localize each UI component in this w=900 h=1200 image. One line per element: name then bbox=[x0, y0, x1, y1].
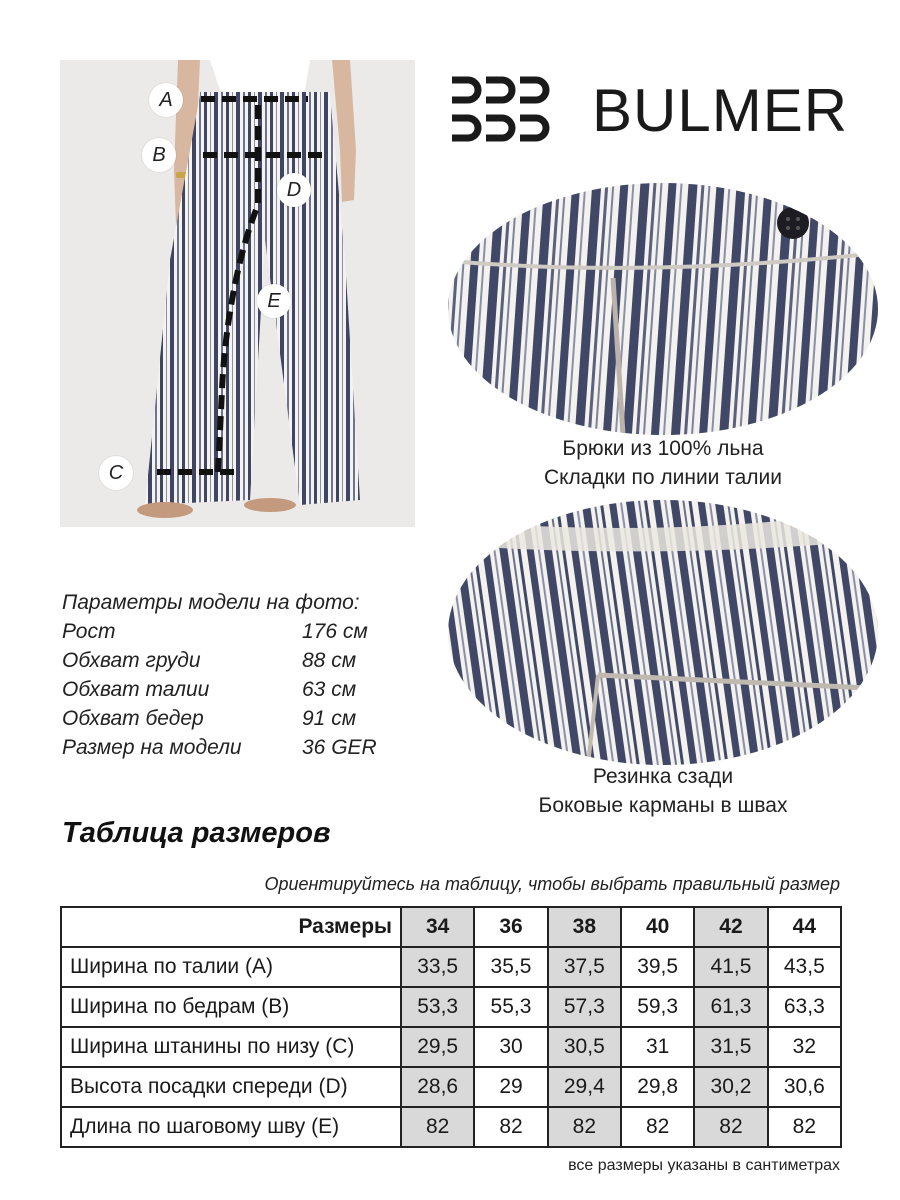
size-header: 34 bbox=[401, 907, 474, 947]
param-label: Обхват талии bbox=[62, 678, 210, 701]
size-header: 40 bbox=[621, 907, 694, 947]
row-label: Ширина по бедрам (B) bbox=[61, 987, 401, 1027]
table-cell: 31 bbox=[621, 1027, 694, 1067]
fabric-caption-2 bbox=[448, 762, 878, 820]
marker-a: A bbox=[149, 83, 183, 117]
table-cell: 32 bbox=[768, 1027, 841, 1067]
header-label: Размеры bbox=[61, 907, 401, 947]
table-cell: 30 bbox=[474, 1027, 547, 1067]
param-label: Обхват груди bbox=[62, 649, 201, 672]
table-cell: 61,3 bbox=[694, 987, 767, 1027]
marker-c: C bbox=[99, 456, 133, 490]
table-cell: 30,5 bbox=[548, 1027, 621, 1067]
table-cell: 43,5 bbox=[768, 947, 841, 987]
size-table-header bbox=[61, 907, 841, 947]
table-cell: 82 bbox=[401, 1107, 474, 1147]
fabric-detail-back bbox=[448, 500, 878, 765]
size-table-hint: Ориентируйтесь на таблицу, чтобы выбрать правильный размер bbox=[264, 874, 840, 894]
table-cell: 53,3 bbox=[401, 987, 474, 1027]
table-cell: 35,5 bbox=[474, 947, 547, 987]
fabric-front-illustration bbox=[448, 183, 878, 435]
caption-pleats: Складки по линии талии bbox=[543, 466, 783, 489]
table-cell: 30,6 bbox=[768, 1067, 841, 1107]
size-header: 42 bbox=[694, 907, 767, 947]
table-cell: 55,3 bbox=[474, 987, 547, 1027]
caption-material: Брюки из 100% льна bbox=[562, 437, 764, 460]
table-cell: 31,5 bbox=[694, 1027, 767, 1067]
table-cell: 39,5 bbox=[621, 947, 694, 987]
table-cell: 82 bbox=[694, 1107, 767, 1147]
caption-pockets: Боковые карманы в швах bbox=[538, 794, 788, 817]
table-cell: 82 bbox=[548, 1107, 621, 1147]
model-parameters bbox=[62, 588, 377, 762]
param-value: 176 см bbox=[302, 620, 368, 643]
table-cell: 41,5 bbox=[694, 947, 767, 987]
size-table-footnote: все размеры указаны в сантиметрах bbox=[568, 1157, 840, 1174]
table-cell: 82 bbox=[621, 1107, 694, 1147]
fabric-detail-front bbox=[448, 183, 878, 435]
fabric-back-illustration bbox=[448, 500, 878, 765]
brand-name: BULMER bbox=[592, 77, 849, 144]
param-value: 63 см bbox=[302, 678, 357, 701]
table-cell: 29,5 bbox=[401, 1027, 474, 1067]
row-label: Высота посадки спереди (D) bbox=[61, 1067, 401, 1107]
param-row bbox=[62, 675, 377, 704]
table-cell: 29,8 bbox=[621, 1067, 694, 1107]
table-cell: 82 bbox=[474, 1107, 547, 1147]
table-cell: 29 bbox=[474, 1067, 547, 1107]
table-cell: 37,5 bbox=[548, 947, 621, 987]
param-row bbox=[62, 646, 377, 675]
table-cell: 28,6 bbox=[401, 1067, 474, 1107]
size-table bbox=[60, 906, 842, 1148]
param-label: Размер на модели bbox=[62, 736, 242, 759]
row-label: Ширина штанины по низу (C) bbox=[61, 1027, 401, 1067]
row-label: Ширина по талии (A) bbox=[61, 947, 401, 987]
size-header: 38 bbox=[548, 907, 621, 947]
caption-elastic: Резинка сзади bbox=[592, 765, 734, 788]
row-label: Длина по шаговому шву (E) bbox=[61, 1107, 401, 1147]
table-row bbox=[61, 1107, 841, 1147]
table-cell: 82 bbox=[768, 1107, 841, 1147]
marker-d: D bbox=[277, 173, 311, 207]
param-row bbox=[62, 733, 377, 762]
param-label: Обхват бедер bbox=[62, 707, 204, 730]
table-row bbox=[61, 1027, 841, 1067]
param-row bbox=[62, 704, 377, 733]
param-row bbox=[62, 617, 377, 646]
model-parameters-title: Параметры модели на фото: bbox=[62, 591, 360, 614]
table-cell: 63,3 bbox=[768, 987, 841, 1027]
param-label: Рост bbox=[62, 620, 116, 643]
param-value: 36 GER bbox=[302, 736, 377, 759]
table-cell: 30,2 bbox=[694, 1067, 767, 1107]
table-cell: 59,3 bbox=[621, 987, 694, 1027]
table-cell: 57,3 bbox=[548, 987, 621, 1027]
table-cell: 29,4 bbox=[548, 1067, 621, 1107]
fabric-caption-1 bbox=[448, 434, 878, 492]
param-value: 91 см bbox=[302, 707, 357, 730]
brand-logo-icon bbox=[448, 72, 558, 146]
table-cell: 33,5 bbox=[401, 947, 474, 987]
marker-b: B bbox=[142, 138, 176, 172]
table-row bbox=[61, 987, 841, 1027]
table-row bbox=[61, 947, 841, 987]
size-header: 44 bbox=[768, 907, 841, 947]
table-row bbox=[61, 1067, 841, 1107]
size-header: 36 bbox=[474, 907, 547, 947]
marker-e: E bbox=[257, 284, 291, 318]
model-photo bbox=[60, 60, 415, 527]
param-value: 88 см bbox=[302, 649, 357, 672]
size-table-title: Таблица размеров bbox=[62, 817, 331, 849]
